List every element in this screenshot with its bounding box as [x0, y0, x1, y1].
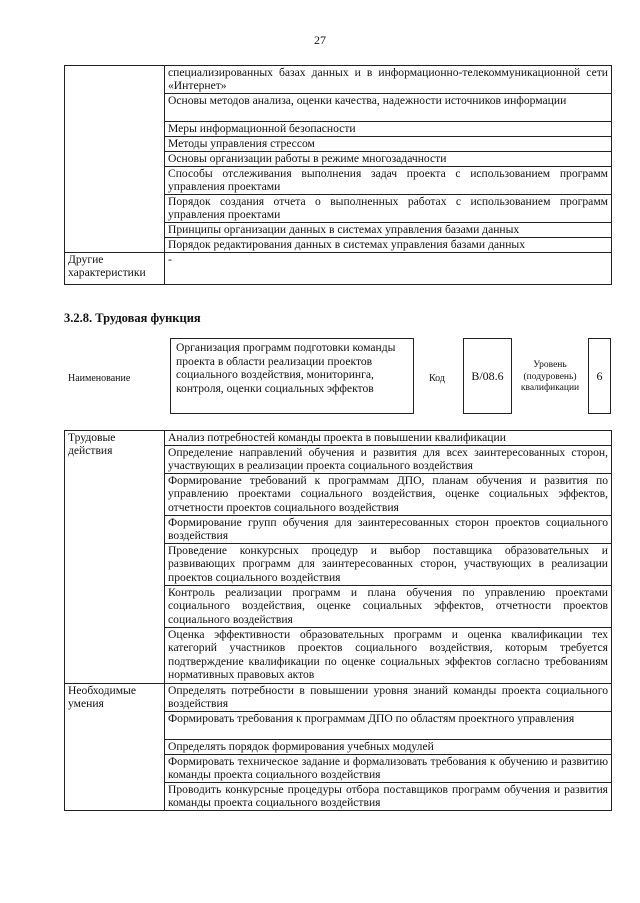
table-row: Порядок создания отчета о выполненных работах с использованием программ управления проектами [165, 195, 612, 223]
qualification-level-label: Уровень (подуровень) квалификации [520, 360, 580, 393]
name-label: Наименование [68, 373, 131, 384]
code-value-box: В/08.6 [463, 338, 512, 414]
qualification-level-box: 6 [588, 338, 611, 414]
table-row: Основы методов анализа, оценки качества, надежности источников информации [165, 94, 612, 122]
table-row: Принципы организации данных в системах управления базами данных [165, 223, 612, 238]
table-row: Основы организации работы в режиме многозадачности [165, 152, 612, 167]
table-row: Контроль реализации программ и плана обучения по управлению проектами социального воздействия, оценке социальных эффектов, отчетности проектов социального воздействия [165, 586, 612, 628]
knowledge-table [64, 65, 612, 285]
table-row: Проводить конкурсные процедуры отбора поставщиков программ обучения и развития команды проекта социального воздействия [165, 783, 612, 811]
table-row: Формирование групп обучения для заинтересованных сторон проектов социального воздействия [165, 516, 612, 544]
label-cell-empty [65, 66, 165, 253]
section-title: 3.2.8. Трудовая функция [64, 311, 201, 325]
other-characteristics-value: - [165, 253, 612, 285]
other-characteristics-label: Другие характеристики [65, 253, 165, 285]
function-name-box: Организация программ подготовки команды проекта в области реализации проектов социального воздействия, мониторинга, контроля, оценки социальных эффектов [170, 338, 414, 414]
table-row: Определять потребности в повышении уровня знаний команды проекта социального воздействия [165, 684, 612, 712]
table-row: Формировать требования к программам ДПО по областям проектного управления [165, 712, 612, 740]
table-row: Формировать техническое задание и формализовать требования к обучению и развитию команды проекта социального воздействия [165, 755, 612, 783]
table-row: Анализ потребностей команды проекта в повышении квалификации [165, 431, 612, 446]
table-row: Порядок редактирования данных в системах управления базами данных [165, 238, 612, 253]
page-number: 27 [314, 33, 326, 47]
table-row: Способы отслеживания выполнения задач проекта с использованием программ управления проектами [165, 167, 612, 195]
table-row: Формирование требований к программам ДПО, планам обучения и развития по управлению проектами социального воздействия, оценке социальных эффектов, отчетности проектов социального воздействия [165, 474, 612, 516]
table-row: специализированных базах данных и в информационно-телекоммуникационной сети «Интернет» [165, 66, 612, 94]
code-label: Код [429, 373, 445, 384]
table-row: Проведение конкурсных процедур и выбор поставщика образовательных и развивающих программ для заинтересованных сторон, участвующих в реализации проектов социального воздействия [165, 544, 612, 586]
table-row: Определение направлений обучения и развития для всех заинтересованных сторон, участвующих в реализации проекта социального воздействия [165, 446, 612, 474]
table-row: Методы управления стрессом [165, 137, 612, 152]
labor-function-table [64, 430, 612, 811]
labor-actions-label: Трудовые действия [65, 431, 165, 684]
table-row: Меры информационной безопасности [165, 122, 612, 137]
table-row: Оценка эффективности образовательных программ и оценка квалификации тех категорий участников проектов социального воздействия, которым требуется подтверждение квалификации по оценке социальных эффектов согласно требованиям нормативных правовых актов [165, 628, 612, 684]
table-row: Определять порядок формирования учебных модулей [165, 740, 612, 755]
required-skills-label: Необходимые умения [65, 684, 165, 811]
